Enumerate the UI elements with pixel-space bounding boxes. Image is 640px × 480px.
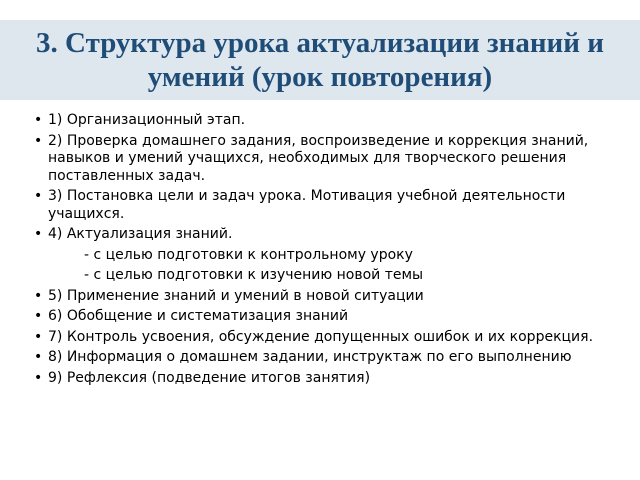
slide-content — [34, 112, 624, 390]
list-item: • 8) Информация о домашнем задании, инструктаж по его выполнению — [34, 349, 624, 367]
list-subitem: - с целью подготовки к контрольному уроку — [84, 246, 413, 263]
list-item: • 9) Рефлексия (подведение итогов занятия) — [34, 370, 624, 388]
slide-title-line-2: умений (урок повторения) — [147, 61, 493, 93]
list-subitem: - с целью подготовки к изучению новой темы — [84, 267, 424, 283]
lesson-structure-list — [34, 112, 624, 387]
slide-title-line-1: 3. Структура урока актуализации знаний и — [36, 27, 604, 59]
list-item: • 7) Контроль усвоения, обсуждение допущенных ошибок и их коррекция. — [34, 329, 624, 347]
list-item: • 2) Проверка домашнего задания, воспроизведение и коррекция знаний, навыков и умений учащихся, необходимых для творческого решения поставленных задач. — [34, 133, 624, 186]
list-item: • 3) Постановка цели и задач урока. Мотивация учебной деятельности учащихся. — [34, 188, 624, 223]
list-item: • 4) Актуализация знаний. — [34, 226, 624, 244]
list-item: • 1) Организационный этап. — [34, 112, 624, 130]
slide-title — [0, 20, 640, 94]
list-item: • 5) Применение знаний и умений в новой ситуации — [34, 288, 624, 306]
title-band — [0, 20, 640, 100]
list-item: • 6) Обобщение и систематизация знаний — [34, 308, 624, 326]
